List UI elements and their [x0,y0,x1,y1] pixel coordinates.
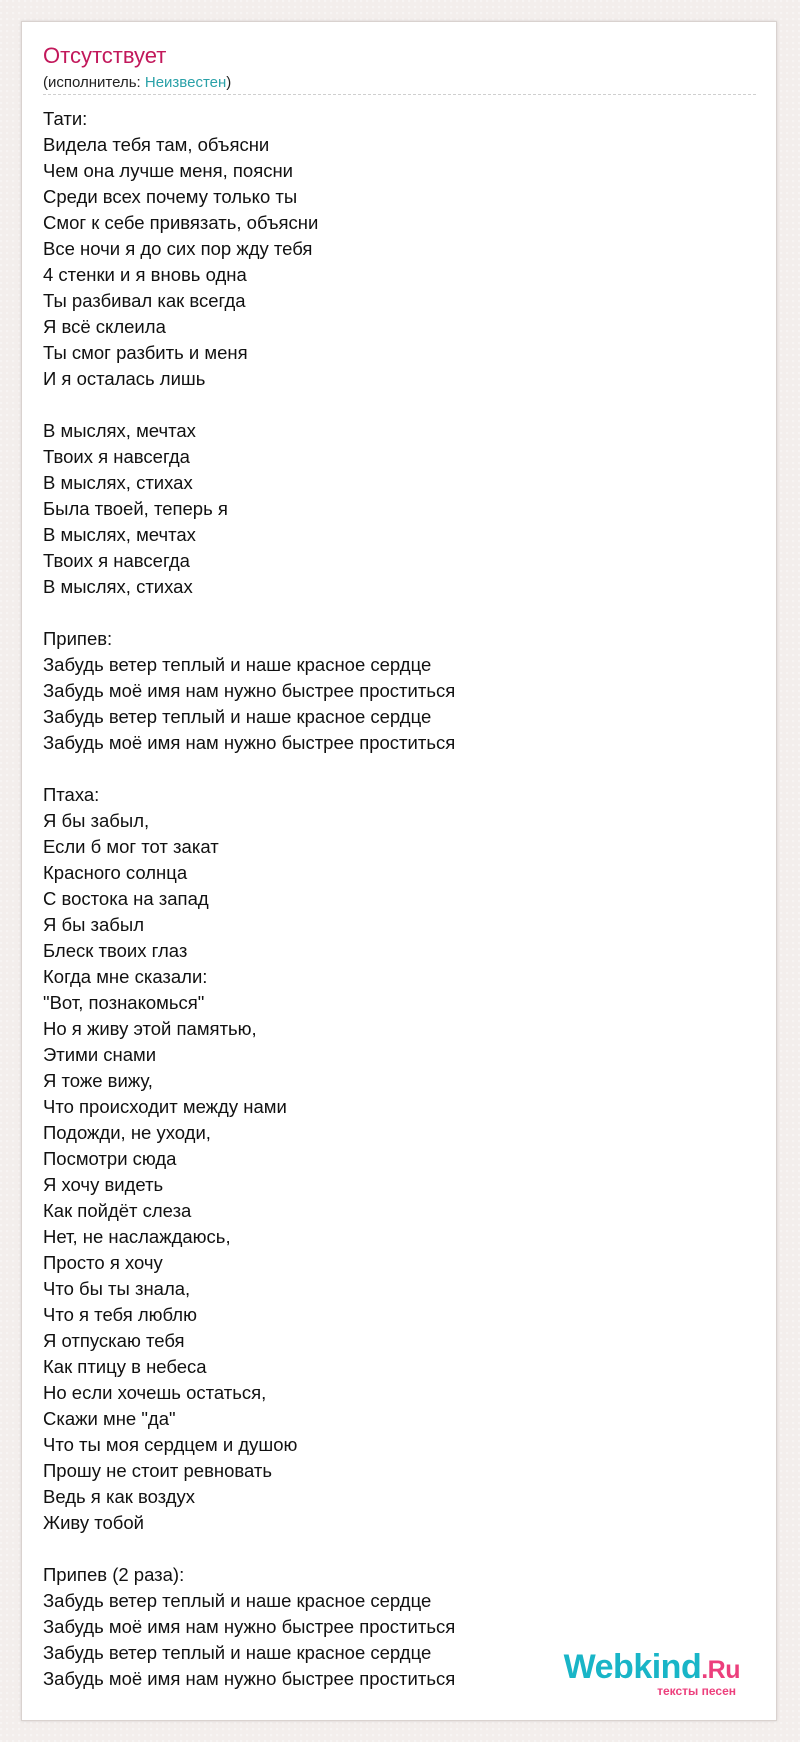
lyric-line: Этими снами [43,1044,157,1065]
lyric-line: Ведь я как воздух [43,1486,196,1507]
lyric-line: Забудь ветер теплый и наше красное сердце [43,1590,432,1611]
lyric-line: Твоих я навсегда [43,550,190,571]
lyric-line: Как пойдёт слеза [43,1200,192,1221]
lyric-line: В мыслях, мечтах [43,524,196,545]
lyric-line: Посмотри сюда [43,1148,177,1169]
lyric-line: Забудь ветер теплый и наше красное сердце [43,706,432,727]
lyric-line: Просто я хочу [43,1252,163,1273]
lyric-line: Припев (2 раза): [43,1564,185,1585]
artist-line [43,74,231,91]
lyric-line: Что бы ты знала, [43,1278,191,1299]
lyric-line: Видела тебя там, объясни [43,134,270,155]
lyric-line: Подожди, не уходи, [43,1122,211,1143]
lyric-line: Прошу не стоит ревновать [43,1460,273,1481]
lyric-line: И я осталась лишь [43,368,206,389]
lyric-line: С востока на запад [43,888,209,909]
lyric-line: Забудь моё имя нам нужно быстрее проститься [43,680,456,701]
logo-tagline: тексты песен [657,1684,736,1698]
lyric-line: Я всё склеила [43,316,166,337]
lyric-line: В мыслях, мечтах [43,420,196,441]
lyrics-card [21,21,777,1721]
lyric-line: Блеск твоих глаз [43,940,188,961]
artist-suffix: ) [226,74,232,91]
lyric-line: Смог к себе привязать, объясни [43,212,319,233]
lyric-line: В мыслях, стихах [43,472,193,493]
logo-name: Webkind [563,1648,702,1686]
lyric-line: Забудь ветер теплый и наше красное сердце [43,1642,432,1663]
stanza-break [43,756,756,782]
lyric-line: Я тоже вижу, [43,1070,153,1091]
lyric-line: Я бы забыл, [43,810,150,831]
lyric-line: Живу тобой [43,1512,145,1533]
song-title: Отсутствует [43,43,167,68]
artist-link[interactable]: Неизвестен [144,74,227,91]
lyric-line: Все ночи я до сих пор жду тебя [43,238,313,259]
lyric-line: Твоих я навсегда [43,446,190,467]
artist-prefix: (исполнитель: [43,74,145,91]
logo-suffix: .Ru [701,1656,740,1684]
lyric-line: Забудь ветер теплый и наше красное сердце [43,654,432,675]
lyric-line: "Вот, познакомься" [43,992,205,1013]
lyric-line: Как птицу в небеса [43,1356,207,1377]
lyric-line: Но я живу этой памятью, [43,1018,257,1039]
lyric-line: Чем она лучше меня, поясни [43,160,294,181]
lyric-line: Ты разбивал как всегда [43,290,246,311]
lyrics-text [43,106,756,1692]
lyric-line: Забудь моё имя нам нужно быстрее проститься [43,732,456,753]
stanza-break [43,1536,756,1562]
lyric-line: Забудь моё имя нам нужно быстрее проститься [43,1668,456,1689]
lyric-line: Когда мне сказали: [43,966,208,987]
lyric-line: Припев: [43,628,113,649]
lyric-line: 4 стенки и я вновь одна [43,264,247,285]
lyric-line: Я бы забыл [43,914,144,935]
lyric-line: Среди всех почему только ты [43,186,298,207]
lyric-line: Я отпускаю тебя [43,1330,185,1351]
lyric-line: Что ты моя сердцем и душою [43,1434,298,1455]
lyric-line: Что я тебя люблю [43,1304,197,1325]
site-logo[interactable] [564,1650,740,1698]
lyric-line: Забудь моё имя нам нужно быстрее проститься [43,1616,456,1637]
lyric-line: Нет, не наслаждаюсь, [43,1226,231,1247]
title-divider [43,94,756,95]
lyric-line: Красного солнца [43,862,188,883]
lyric-line: Была твоей, теперь я [43,498,228,519]
stanza-break [43,392,756,418]
lyric-line: Если б мог тот закат [43,836,219,857]
stanza-break [43,600,756,626]
lyric-line: Но если хочешь остаться, [43,1382,267,1403]
lyric-line: Птаха: [43,784,100,805]
lyric-line: В мыслях, стихах [43,576,193,597]
lyric-line: Что происходит между нами [43,1096,287,1117]
lyric-line: Ты смог разбить и меня [43,342,248,363]
lyric-line: Скажи мне "да" [43,1408,176,1429]
logo-wordmark [564,1650,740,1687]
lyric-line: Тати: [43,108,88,129]
lyric-line: Я хочу видеть [43,1174,164,1195]
